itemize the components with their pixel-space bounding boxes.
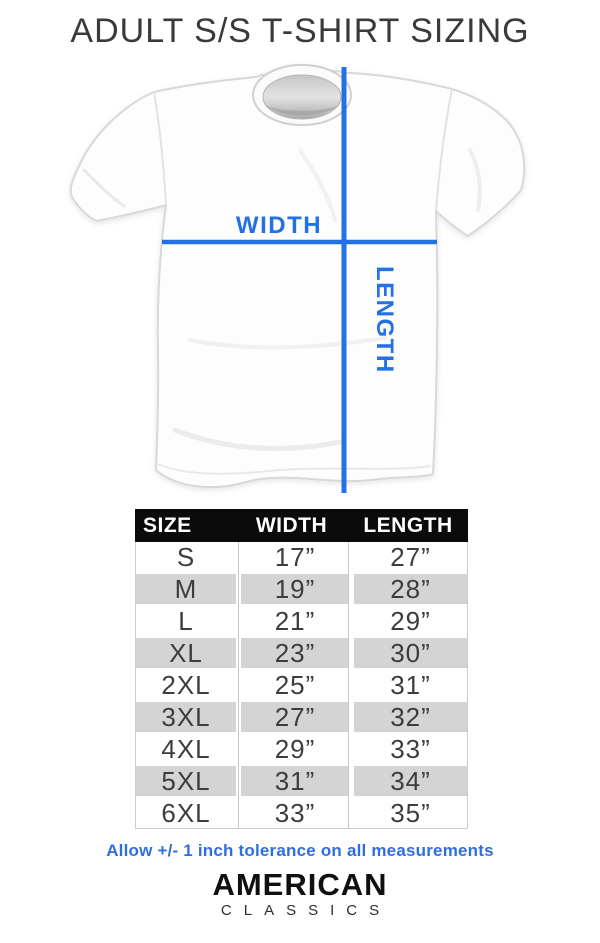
cell-width: 27” xyxy=(241,702,349,732)
length-label: LENGTH xyxy=(371,266,398,374)
table-row xyxy=(136,702,467,734)
table-row xyxy=(136,638,467,670)
tolerance-note: Allow +/- 1 inch tolerance on all measurements xyxy=(106,841,494,860)
table-header xyxy=(135,509,468,542)
cell-size: S xyxy=(136,542,236,572)
cell-size: M xyxy=(136,574,236,604)
cell-width: 29” xyxy=(241,734,349,764)
table-row xyxy=(136,542,467,574)
width-label: WIDTH xyxy=(235,212,323,239)
cell-width: 23” xyxy=(241,638,349,668)
cell-size: L xyxy=(136,606,236,636)
cell-length: 30” xyxy=(354,638,467,668)
brand-name: AMERICAN xyxy=(212,867,388,902)
header-size: SIZE xyxy=(143,513,192,537)
cell-length: 35” xyxy=(354,798,467,828)
table-row xyxy=(136,574,467,606)
cell-width: 25” xyxy=(241,670,349,700)
header-width: WIDTH xyxy=(255,513,328,537)
cell-length: 29” xyxy=(354,606,467,636)
cell-width: 31” xyxy=(241,766,349,796)
cell-length: 32” xyxy=(354,702,467,732)
table-row xyxy=(136,766,467,798)
collar xyxy=(253,65,351,125)
cell-length: 27” xyxy=(354,542,467,572)
cell-width: 33” xyxy=(241,798,349,828)
table-row xyxy=(136,734,467,766)
cell-size: 3XL xyxy=(136,702,236,732)
cell-width: 19” xyxy=(241,574,349,604)
page-title: ADULT S/S T-SHIRT SIZING xyxy=(70,12,530,50)
cell-length: 34” xyxy=(354,766,467,796)
table-body xyxy=(135,542,468,829)
cell-length: 33” xyxy=(354,734,467,764)
brand-logo xyxy=(0,869,600,918)
cell-size: 4XL xyxy=(136,734,236,764)
cell-length: 28” xyxy=(354,574,467,604)
cell-size: 6XL xyxy=(136,798,236,828)
size-table xyxy=(135,509,468,829)
cell-size: XL xyxy=(136,638,236,668)
table-row xyxy=(136,606,467,638)
table-row xyxy=(136,670,467,702)
brand-subname: CLASSICS xyxy=(220,902,392,919)
table-row xyxy=(136,798,467,828)
cell-size: 2XL xyxy=(136,670,236,700)
tshirt-illustration xyxy=(71,65,525,487)
cell-length: 31” xyxy=(354,670,467,700)
column-divider xyxy=(348,542,349,828)
column-divider xyxy=(238,542,239,828)
header-length: LENGTH xyxy=(363,513,453,537)
cell-width: 17” xyxy=(241,542,349,572)
cell-width: 21” xyxy=(241,606,349,636)
cell-size: 5XL xyxy=(136,766,236,796)
